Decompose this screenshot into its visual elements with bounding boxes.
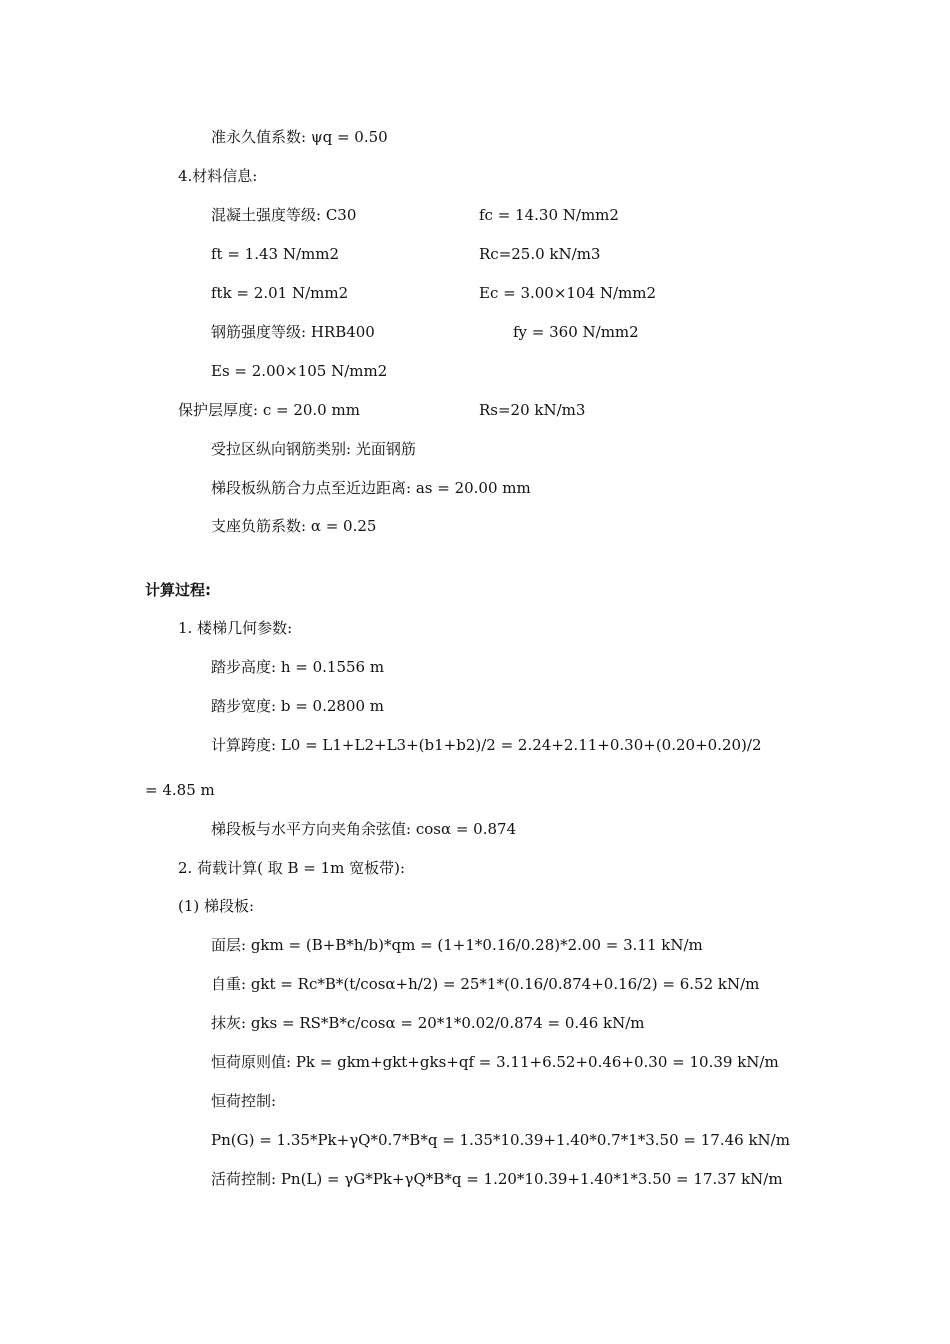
alpha-value: 支座负筋系数: α = 0.25 xyxy=(211,517,377,535)
cover-thickness: 保护层厚度: c = 20.0 mm xyxy=(178,401,360,419)
dead-control-label: 恒荷控制: xyxy=(211,1092,277,1110)
fy-value: fy = 360 N/mm2 xyxy=(513,323,639,341)
span-result: = 4.85 m xyxy=(145,781,215,799)
ec-value: Ec = 3.00×104 N/mm2 xyxy=(479,284,656,302)
psi-q-line: 准永久值系数: ψq = 0.50 xyxy=(211,128,388,146)
load-header: 2. 荷载计算( 取 B = 1m 宽板带): xyxy=(178,859,406,877)
concrete-grade: 混凝土强度等级: C30 xyxy=(211,206,357,224)
rs-value: Rs=20 kN/m3 xyxy=(479,401,586,419)
gks-line: 抹灰: gks = RS*B*c/cosα = 20*1*0.02/0.874 = 0.46 kN/m xyxy=(211,1014,645,1032)
material-header: 4.材料信息: xyxy=(178,167,258,185)
pnl-line: 活荷控制: Pn(L) = γG*Pk+γQ*B*q = 1.20*10.39+1.40*1*3.50 = 17.37 kN/m xyxy=(211,1170,783,1188)
calc-title: 计算过程: xyxy=(145,581,211,599)
png-line: Pn(G) = 1.35*Pk+γQ*0.7*B*q = 1.35*10.39+1.40*0.7*1*3.50 = 17.46 kN/m xyxy=(211,1131,790,1149)
span-formula: 计算跨度: L0 = L1+L2+L3+(b1+b2)/2 = 2.24+2.11+0.30+(0.20+0.20)/2 xyxy=(211,736,762,754)
gkt-line: 自重: gkt = Rc*B*(t/cosα+h/2) = 25*1*(0.16/0.874+0.16/2) = 6.52 kN/m xyxy=(211,975,760,993)
step-width: 踏步宽度: b = 0.2800 m xyxy=(211,697,385,715)
slab-subheader: (1) 梯段板: xyxy=(178,897,255,915)
fc-value: fc = 14.30 N/mm2 xyxy=(479,206,619,224)
step-height: 踏步高度: h = 0.1556 m xyxy=(211,658,385,676)
rebar-grade: 钢筋强度等级: HRB400 xyxy=(211,323,375,341)
gkm-line: 面层: gkm = (B+B*h/b)*qm = (1+1*0.16/0.28)*2.00 = 3.11 kN/m xyxy=(211,936,703,954)
es-value: Es = 2.00×105 N/mm2 xyxy=(211,362,388,380)
rc-value: Rc=25.0 kN/m3 xyxy=(479,245,601,263)
rebar-type: 受拉区纵向钢筋类别: 光面钢筋 xyxy=(211,440,416,458)
ftk-value: ftk = 2.01 N/mm2 xyxy=(211,284,349,302)
pk-line: 恒荷原则值: Pk = gkm+gkt+gks+qf = 3.11+6.52+0.46+0.30 = 10.39 kN/m xyxy=(211,1053,779,1071)
geometry-header: 1. 楼梯几何参数: xyxy=(178,619,293,637)
cos-value: 梯段板与水平方向夹角余弦值: cosα = 0.874 xyxy=(211,820,517,838)
ft-value: ft = 1.43 N/mm2 xyxy=(211,245,340,263)
as-value: 梯段板纵筋合力点至近边距离: as = 20.00 mm xyxy=(211,479,531,497)
